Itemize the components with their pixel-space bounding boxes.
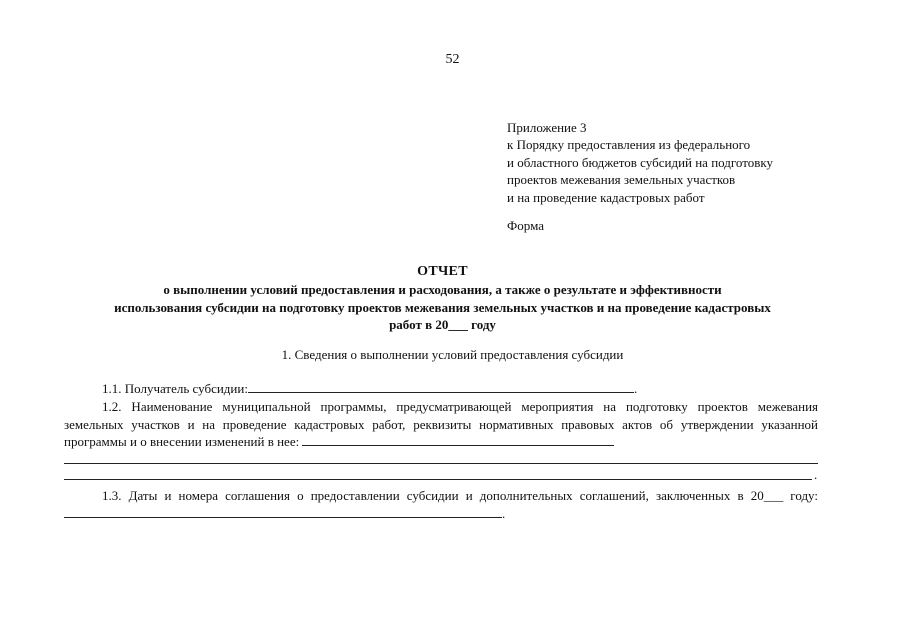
- report-title: [60, 263, 825, 334]
- agreements-fill-field[interactable]: [64, 505, 502, 518]
- report-title-line: использования субсидии на подготовку проектов межевания земельных участков и на проведение кадастровых: [114, 299, 771, 315]
- page-number: 52: [445, 52, 460, 67]
- item-agreements: [64, 487, 818, 522]
- item-recipient: [64, 380, 818, 398]
- appendix-block: [507, 119, 773, 206]
- item-end-mark: .: [633, 381, 638, 396]
- item-program-text: 1.2. Наименование муниципальной программы, предусматривающей мероприятия на подготовку проектов межевания земельных участков и на проведение кадастровых работ, реквизиты нормативных правовых актов об утверждении указанной программы и о внесении изменений в нее:: [64, 399, 818, 450]
- item-end-mark: .: [814, 467, 818, 482]
- program-fill-line[interactable]: [64, 463, 818, 464]
- section-heading: 1. Сведения о выполнении условий предоставления субсидии: [281, 347, 624, 362]
- report-title-main: ОТЧЕТ: [417, 264, 468, 279]
- appendix-line: к Порядку предоставления из федерального: [507, 137, 751, 153]
- item-recipient-label: 1.1. Получатель субсидии:: [102, 381, 248, 396]
- item-agreements-text: 1.3. Даты и номера соглашения о предоставлении субсидии и дополнительных соглашений, заключенных в 20___ году:: [102, 488, 818, 503]
- appendix-line: Приложение 3: [507, 120, 587, 135]
- report-title-line: о выполнении условий предоставления и расходования, а также о результате и эффективности: [163, 282, 722, 297]
- appendix-line: и областного бюджетов субсидий на подготовку: [507, 154, 774, 170]
- form-label: Форма: [507, 218, 544, 233]
- appendix-line: проектов межевания земельных участков: [507, 172, 736, 188]
- report-title-line: работ в 20___ году: [389, 317, 496, 332]
- recipient-fill-field[interactable]: [248, 380, 634, 393]
- item-program: [64, 398, 818, 451]
- program-fill-line[interactable]: [64, 479, 812, 480]
- program-fill-field[interactable]: [302, 433, 614, 446]
- item-end-mark: .: [502, 505, 506, 521]
- appendix-line: и на проведение кадастровых работ: [507, 189, 705, 205]
